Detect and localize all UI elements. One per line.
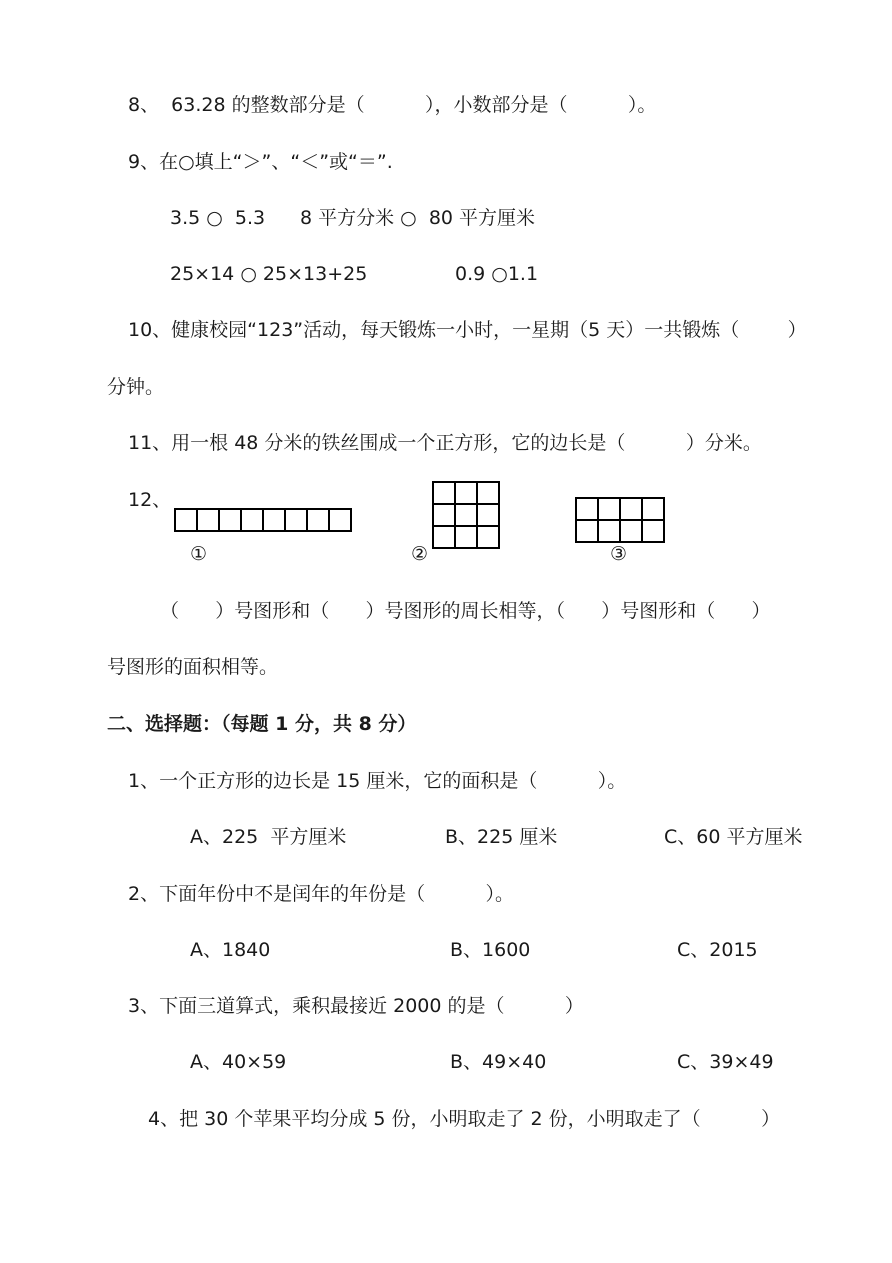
choice-q3-stem: 3、下面三道算式，乘积最接近 2000 的是（ ） [128, 995, 584, 1017]
figure-3-label: ③ [610, 543, 628, 565]
section-2-title: 二、选择题：（每题 1 分，共 8 分） [107, 713, 417, 735]
question-10-line-2: 分钟。 [107, 376, 165, 398]
figure-2-grid [432, 481, 500, 549]
question-12-line-1: （ ）号图形和（ ）号图形的周长相等，（ ）号图形和（ ） [160, 600, 771, 622]
question-12-line-2: 号图形的面积相等。 [107, 656, 279, 678]
choice-q1-option-a: A、225 平方厘米 [190, 826, 347, 848]
choice-q2-option-c: C、2015 [677, 939, 758, 961]
question-9-item-2: 8 平方分米 ○ 80 平方厘米 [300, 207, 536, 229]
question-11: 11、用一根 48 分米的铁丝围成一个正方形，它的边长是（ ）分米。 [128, 432, 762, 454]
question-9-title: 9、在○填上“＞”、“＜”或“＝”. [128, 151, 393, 173]
choice-q1-option-c: C、60 平方厘米 [664, 826, 803, 848]
figure-1-label: ① [190, 543, 208, 565]
choice-q3-option-c: C、39×49 [677, 1051, 774, 1073]
question-9-item-1: 3.5 ○ 5.3 [170, 207, 266, 229]
choice-q1-stem: 1、一个正方形的边长是 15 厘米，它的面积是（ ）。 [128, 770, 627, 792]
question-8: 8、 63.28 的整数部分是（ ），小数部分是（ ）。 [128, 94, 657, 116]
choice-q1-option-b: B、225 厘米 [445, 826, 558, 848]
choice-q3-option-a: A、40×59 [190, 1051, 287, 1073]
choice-q3-option-b: B、49×40 [450, 1051, 547, 1073]
figure-3-grid [575, 497, 665, 543]
question-9-item-3: 25×14 ○ 25×13+25 [170, 263, 368, 285]
figure-2-label: ② [411, 543, 429, 565]
choice-q2-option-b: B、1600 [450, 939, 531, 961]
figure-1-grid [174, 508, 352, 532]
choice-q4-stem: 4、把 30 个苹果平均分成 5 份，小明取走了 2 份，小明取走了（ ） [148, 1108, 781, 1130]
question-9-item-4: 0.9 ○1.1 [455, 263, 539, 285]
choice-q2-option-a: A、1840 [190, 939, 271, 961]
choice-q2-stem: 2、下面年份中不是闰年的年份是（ ）。 [128, 883, 514, 905]
question-12-label: 12、 [128, 489, 172, 511]
question-10-line-1: 10、健康校园“123”活动，每天锻炼一小时，一星期（5 天）一共锻炼（ ） [128, 319, 807, 341]
